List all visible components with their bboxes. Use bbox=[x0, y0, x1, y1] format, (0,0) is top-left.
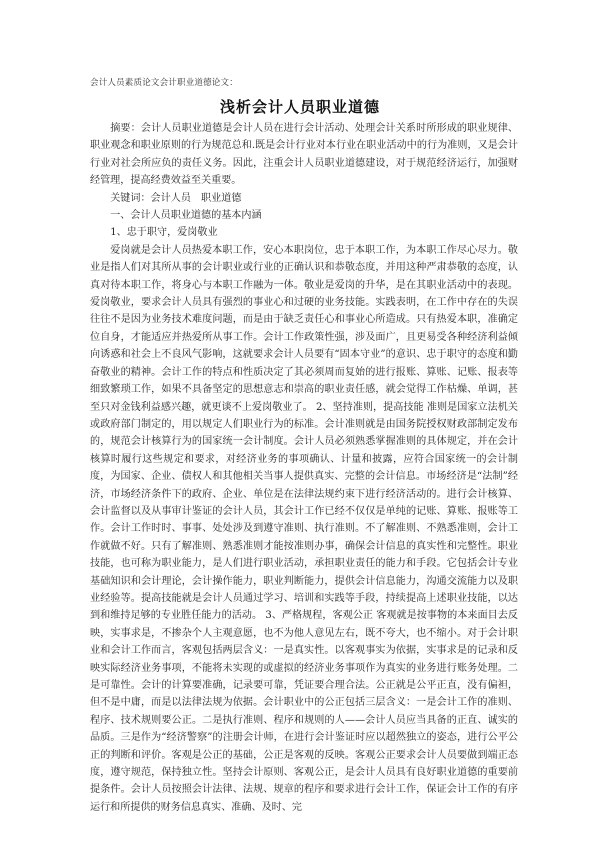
body-paragraph: 爱岗就是会计人员热爱本职工作，安心本职岗位，忠于本职工作，为本职工作尽心尽力。敬业是指人们对其所从事的会计职业或行业的正确认识和恭敬态度，并用这种严肃恭敬的态度，认真对待本职工作，将身心与本职工作融为一体。敬业是爱岗的升华，是在其职业活动中的表现。爱岗敬业，要求会计人员具有强烈的事业心和过硬的业务技能。实践表明，在工作中存在的失误往往不是因为业务技术难度问题，而是由于缺乏责任心和事业心所造成。只有热爱本职，准确定位自身，才能适应并热爱所从事工作。会计工作政策性强，涉及面广，且更易受各种经济利益倾向诱惑和社会上不良风气影响，这就要求会计人员要有“固本守业”的意识、忠于职守的态度和勤奋敬业的精神。会计工作的特点和性质决定了其必须周而复始的进行报账、算账、记账、报表等细致繁琐工作，如果不具备坚定的思想意志和崇高的职业责任感，就会觉得工作枯燥、单调，甚至只对金钱利益感兴趣，就更谈不上爱岗敬业了。 2、坚持准则，提高技能 准则是国家立法机关或政府部门制定的，用以规定人们职业行为的标准。会计准则就是由国务院授权财政部制定发布的，规范会计核算行为的国家统一会计制度。会计人员必须熟悉掌握准则的具体规定，并在会计核算时履行这些规定和要求，对经济业务的事项确认、计量和披露，应符合国家统一的会计制度，为国家、企业、债权人和其他相关当事人提供真实、完整的会计信息。市场经济是“法制”经济，市场经济条件下的政府、企业、单位是在法律法规约束下进行经济活动的。进行会计核算、会计监督以及从事审计鉴证的会计人员，其会计工作已经不仅仅是单纯的记账、算账、报账等工作。会计工作时时、事事、处处涉及到遵守准则、执行准则。不了解准则、不熟悉准则，会计工作就做不好。只有了解准则、熟悉准则才能按准则办事，确保会计信息的真实性和完整性。职业技能，也可称为职业能力，是人们进行职业活动，承担职业责任的能力和手段。它包括会计专业基础知识和会计理论，会计操作能力，职业判断能力，提供会计信息能力，沟通交流能力以及职业经验等。提高技能就是会计人员通过学习、培训和实践等手段，持续提高上述职业技能，以达到和维持足够的专业胜任能力的活动。 3、严格规程，客观公正 客观就是按事物的本来面目去反映，实事求是，不掺杂个人主观意愿，也不为他人意见左右，既不夸大，也不缩小。对于会计职业和会计工作而言，客观包括两层含义：一是真实性。以客观事实为依据，实事求是的记录和反映实际经济业务事项，不能将未实现的或虚拟的经济业务事项作为真实的业务进行账务处理。二是可靠性。会计的计算要准确，记录要可靠，凭证要合理合法。公正就是公平正直，没有偏袒，但不是中庸，而是以法律法规为依据。会计职业中的公正包括三层含义：一是会计工作的准则、程序、技术规则要公正。二是执行准则、程序和规则的人——会计人员应当具备的正直、诚实的品质。三是作为“经济警察”的注册会计师，在进行会计鉴证时应以超然独立的姿态，进行公平公正的判断和评价。客观是公正的基础，公正是客观的反映。客观公正要求会计人员要做到端正态度，遵守规范，保持独立性。坚持会计原则、客观公正，是会计人员具有良好职业道德的重要前提条件。会计人员按照会计法律、法规、规章的程序和要求进行会计工作，保证会计工作的有序运行和所提供的财务信息真实、准确、及时、完 bbox=[90, 244, 518, 813]
document-body bbox=[90, 120, 518, 816]
section-heading: 一、会计人员职业道德的基本内涵 bbox=[110, 210, 262, 222]
keywords-line: 关键词：会计人员 职业道德 bbox=[110, 192, 242, 204]
abstract-paragraph: 摘要：会计人员职业道德是会计人员在进行会计活动、处理会计关系时所形成的职业规律、职业观念和职业原则的行为规范总和.既是会计行业对本行业在职业活动中的行为准则，又是会计行业对社会所应负的责任义务。因此，注重会计人员职业道德建设，对于规范经济运行，加强财经管理，提高经费效益至关重要。 bbox=[90, 123, 518, 187]
document-header: 会计人员素质论文会计职业道德论文： bbox=[90, 78, 238, 88]
subsection-heading: 1、忠于职守，爱岗敬业 bbox=[110, 227, 218, 239]
document-title: 浅析会计人员职业道德 bbox=[219, 98, 380, 116]
